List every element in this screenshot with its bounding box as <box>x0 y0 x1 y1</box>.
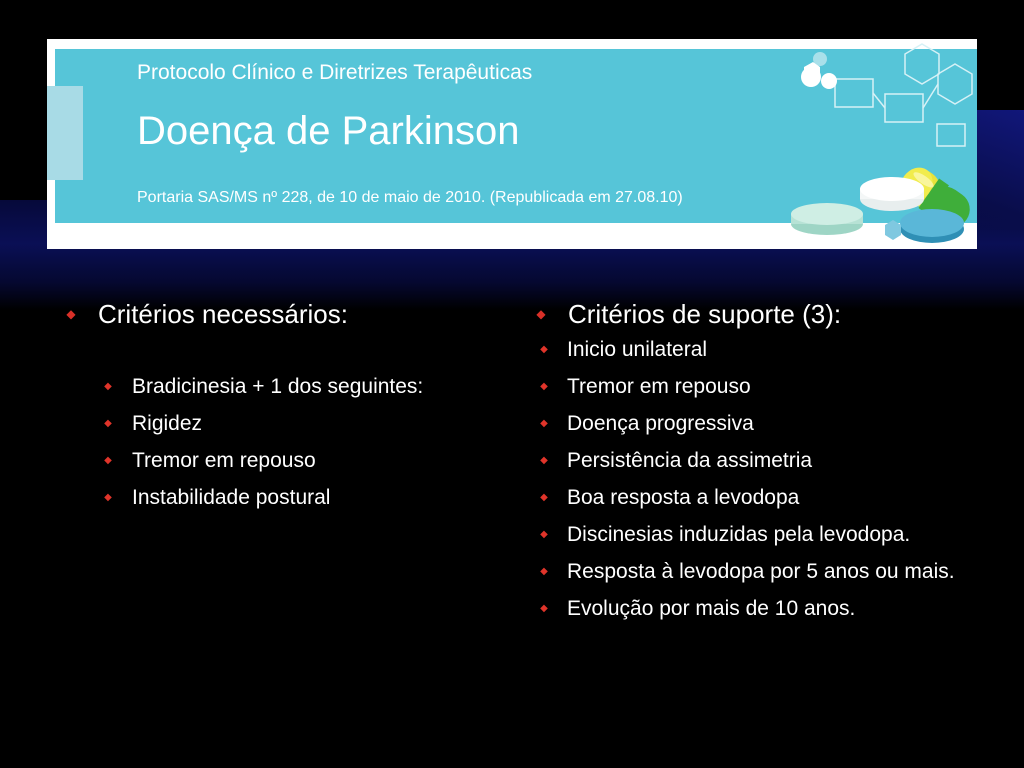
list-item <box>62 371 502 403</box>
list-item-text: Tremor em repouso <box>567 375 751 398</box>
list-item <box>532 593 964 625</box>
list-item-text: Discinesias induzidas pela levodopa. <box>567 523 911 546</box>
blue-pill-icon <box>900 209 964 243</box>
hexagon-pattern-icon <box>835 44 972 146</box>
diamond-bullet-icon: ◆ <box>540 381 548 392</box>
list-item-text: Instabilidade postural <box>132 486 331 509</box>
diamond-bullet-icon: ◆ <box>104 418 112 429</box>
banner-subtitle: Protocolo Clínico e Diretrizes Terapêuticas <box>137 61 533 84</box>
list-item <box>532 556 964 588</box>
list-item-text: Evolução por mais de 10 anos. <box>567 597 856 620</box>
list-item-text: Rigidez <box>132 412 203 435</box>
list-item <box>532 482 964 514</box>
support-criteria-list <box>532 334 964 625</box>
necessary-criteria-heading <box>62 294 502 334</box>
necessary-criteria-column <box>62 294 502 519</box>
list-item-text: Persistência da assimetria <box>567 449 813 472</box>
list-item-text: Bradicinesia + 1 dos seguintes: <box>132 375 424 398</box>
diamond-bullet-icon: ◆ <box>66 307 76 321</box>
diamond-bullet-icon: ◆ <box>540 529 548 540</box>
list-item <box>532 334 964 366</box>
diamond-bullet-icon: ◆ <box>540 566 548 577</box>
list-item <box>62 482 502 514</box>
pills-illustration-icon <box>787 39 977 249</box>
list-item-text: Tremor em repouso <box>132 449 316 472</box>
list-item <box>532 445 964 477</box>
heading-text: Critérios necessários: <box>98 299 348 329</box>
banner-image <box>47 39 977 249</box>
list-item <box>62 445 502 477</box>
support-criteria-heading <box>532 294 964 334</box>
list-item <box>532 519 964 551</box>
heading-text: Critérios de suporte (3): <box>568 299 842 329</box>
list-item <box>62 408 502 440</box>
diamond-bullet-icon: ◆ <box>104 381 112 392</box>
list-item-text: Inicio unilateral <box>567 338 708 361</box>
list-item-text: Resposta à levodopa por 5 anos ou mais. <box>567 560 955 583</box>
list-item <box>532 371 964 403</box>
list-item <box>532 408 964 440</box>
list-item-text: Boa resposta a levodopa <box>567 486 800 509</box>
mint-pill-icon <box>791 203 863 235</box>
white-pill-icon <box>860 177 924 211</box>
banner-title: Doença de Parkinson <box>137 109 520 153</box>
diamond-bullet-icon: ◆ <box>104 455 112 466</box>
necessary-criteria-list <box>62 371 502 514</box>
diamond-bullet-icon: ◆ <box>104 492 112 503</box>
diamond-bullet-icon: ◆ <box>540 418 548 429</box>
diamond-bullet-icon: ◆ <box>536 307 546 321</box>
diamond-bullet-icon: ◆ <box>540 344 548 355</box>
diamond-bullet-icon: ◆ <box>540 455 548 466</box>
hex-pill-icon <box>885 220 901 240</box>
banner-reference: Portaria SAS/MS nº 228, de 10 de maio de 2010. (Republicada em 27.08.10) <box>137 189 683 206</box>
diamond-bullet-icon: ◆ <box>540 603 548 614</box>
banner-side-tab <box>47 86 83 180</box>
support-criteria-column <box>532 294 964 630</box>
list-item-text: Doença progressiva <box>567 412 754 435</box>
diamond-bullet-icon: ◆ <box>540 492 548 503</box>
molecule-icon <box>801 52 837 89</box>
